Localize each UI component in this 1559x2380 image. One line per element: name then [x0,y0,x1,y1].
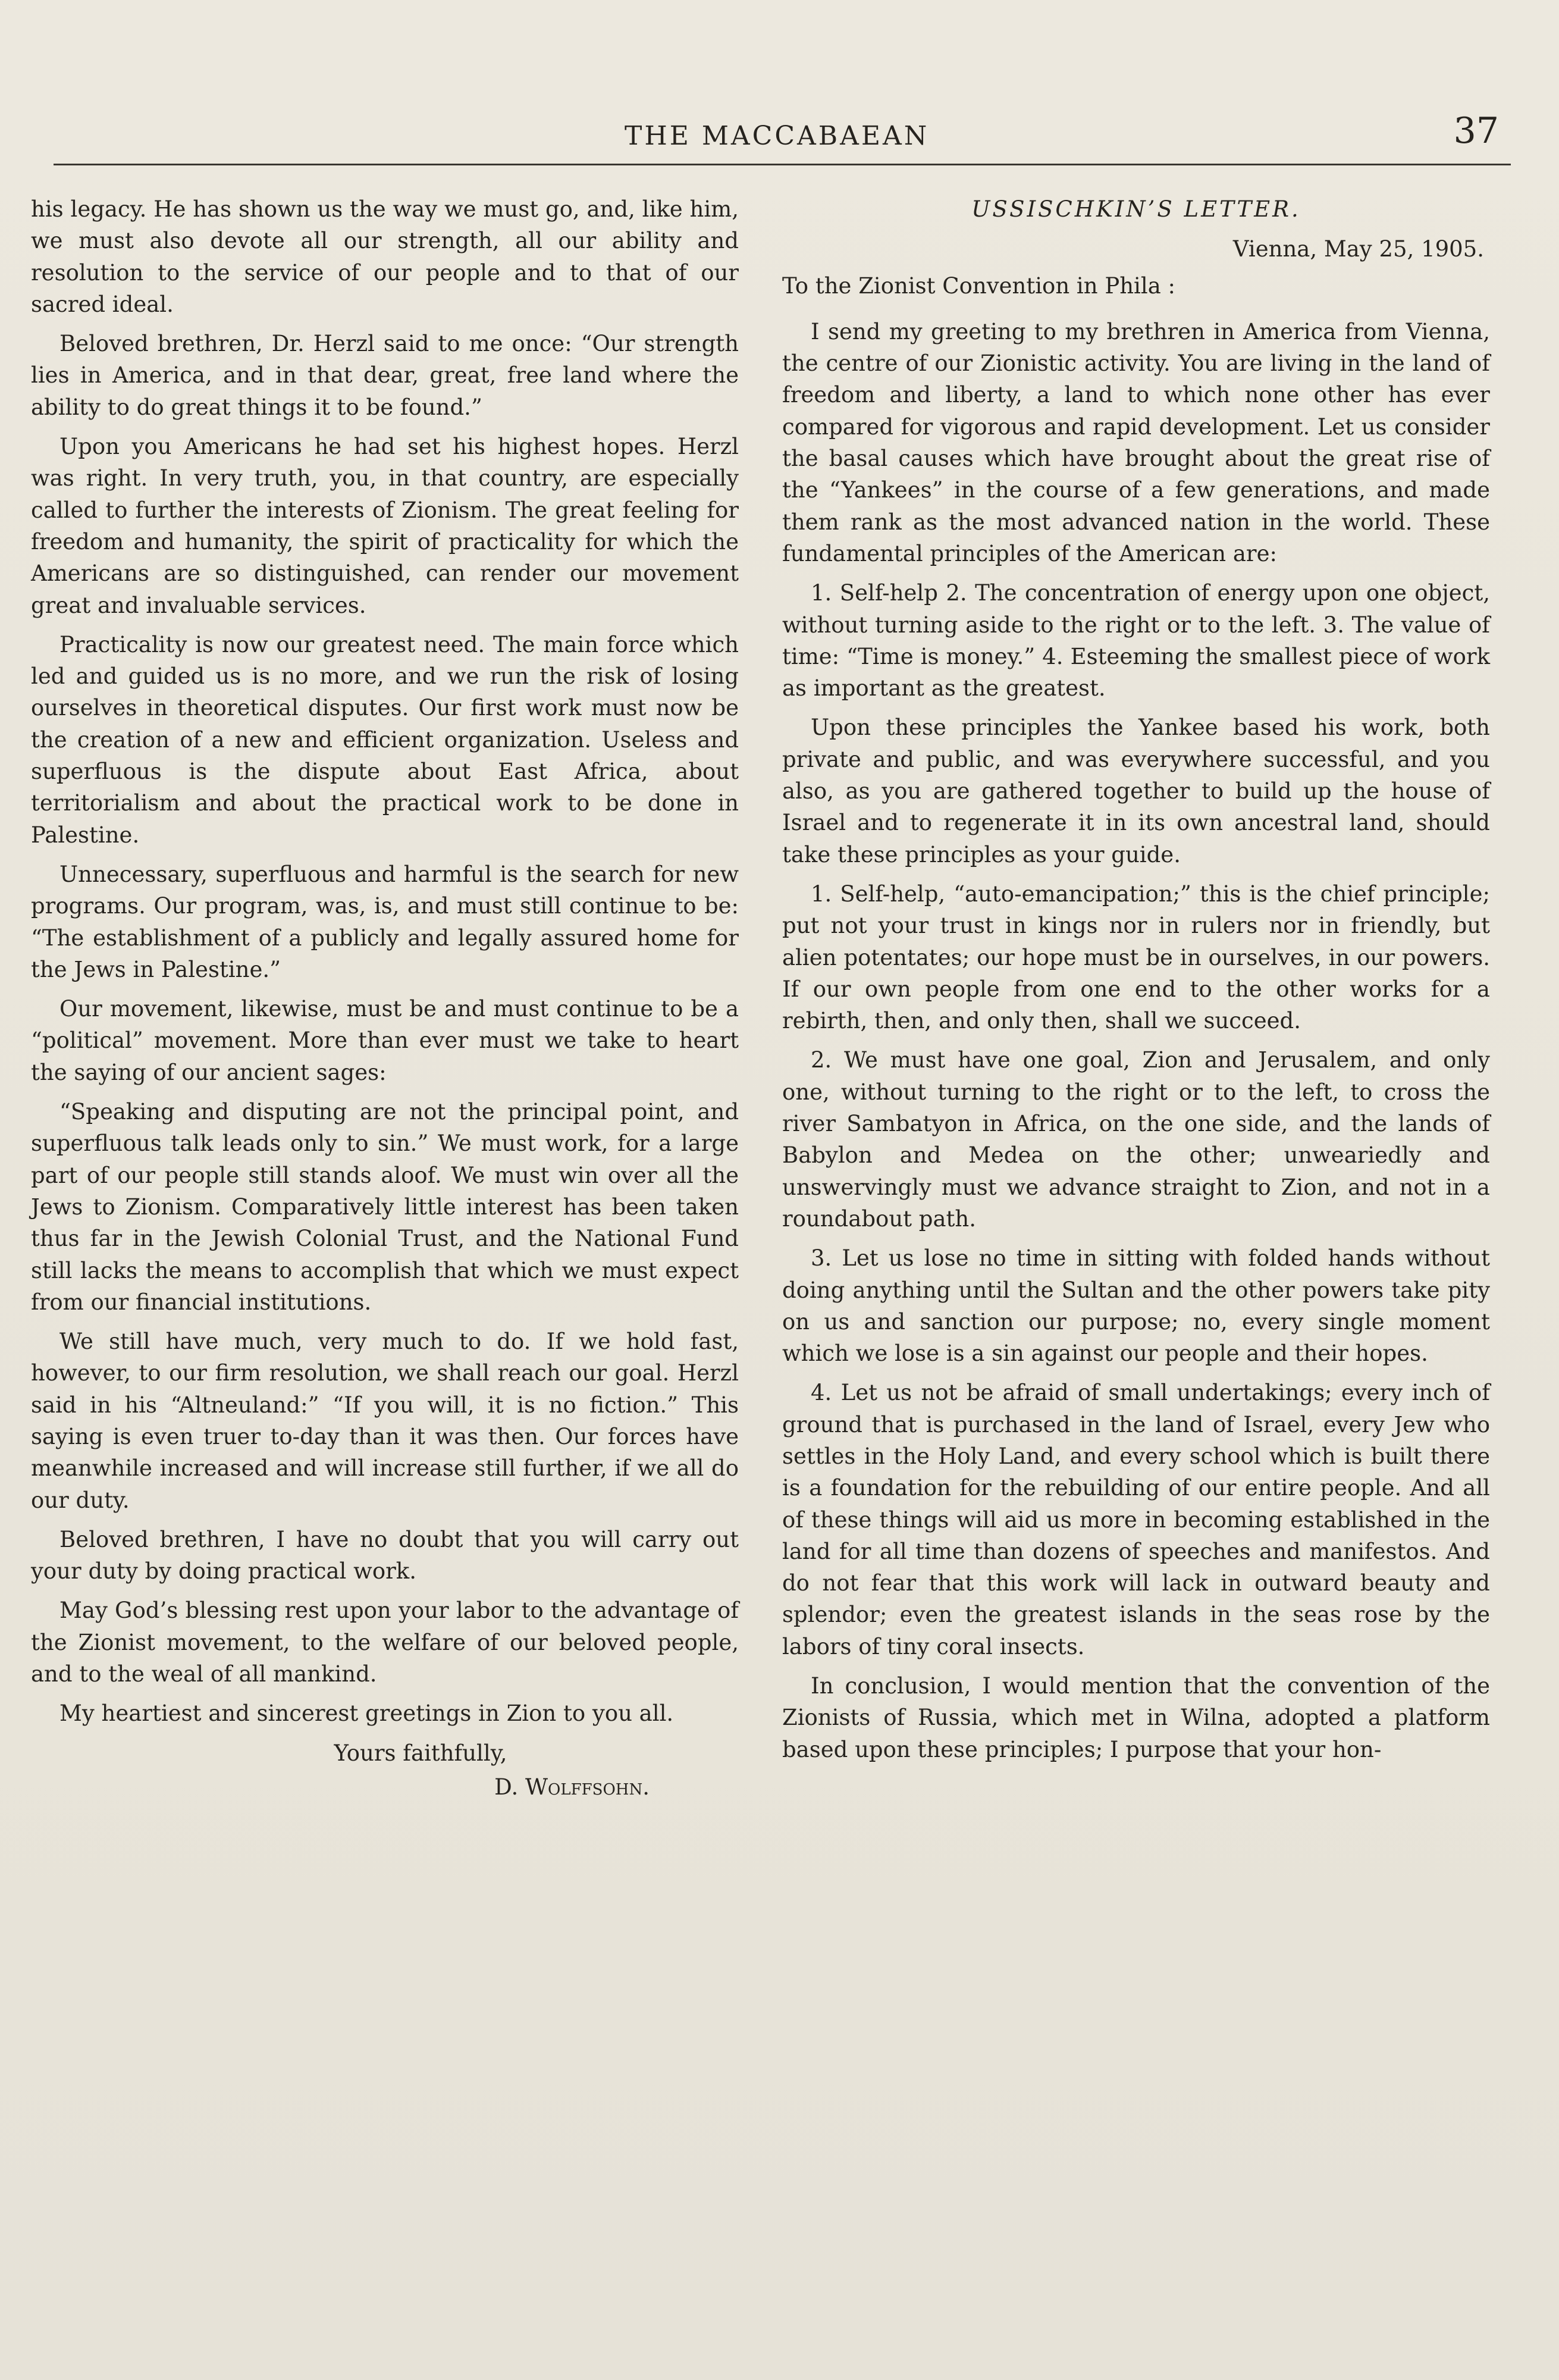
paragraph: 1. Self-help 2. The concentration of energy upon one object, without turning aside to the right or to the left. 3. The value of time: “Time is money.” 4. Esteeming the smallest piece of work as important as the greatest. [782,580,1490,702]
paragraph: 3. Let us lose no time in sitting with folded hands without doing anything until the Sultan and the other powers take pity on us and sanction our purpose; no, every single moment which we lose is a sin against our people and their hopes. [782,1245,1490,1367]
paragraph: 2. We must have one goal, Zion and Jerusalem, and only one, without turning to the right or to the left, to cross the river Sambatyon in Africa, on the one side, and the lands of Babylon and Medea on the other; unweariedly and unswervingly must we advance straight to Zion, and not in a roundabout path. [782,1047,1490,1232]
paragraph: Upon you Americans he had set his highest hopes. Herzl was right. In very truth, you, in that country, are especially called to further the interests of Zionism. The great feeling for freedom and humanity, the spirit of practicality for which the Americans are so distinguished, can render our movement great and invaluable services. [31,434,739,618]
paragraph: Upon these principles the Yankee based his work, both private and public, and was everywhere successful, and you also, as you are gathered together to build up the house of Israel and to regenerate it in its own ancestral land, should take these principles as your guide. [782,715,1490,868]
dateline: Vienna, May 25, 1905. [1232,236,1484,262]
paragraph: My heartiest and sincerest greetings in Zion to you all. [59,1701,674,1727]
paragraph: Unnecessary, superfluous and harmful is the search for new programs. Our program, was, is, and must still continue to be: “The establishment of a publicly and legally assured home for the Jews in Palestine.” [31,861,739,982]
salutation: To the Zionist Convention in Phila : [782,273,1176,299]
paragraph: Practicality is now our greatest need. The main force which led and guided us is no more, and we run the risk of losing ourselves in theoretical disputes. Our first work must now be the creation of a new and efficient organization. Useless and superfluous is the dispute about East Africa, about territorialism and about the practical work to be done in Palestine. [31,631,739,848]
left-column [31,193,739,1803]
paragraph: In conclusion, I would mention that the convention of the Zionists of Russia, which met in Wilna, adopted a platform based upon these principles; I purpose that your hon- [782,1673,1490,1762]
running-title: THE MACCABAEAN [625,121,930,151]
paragraph: his legacy. He has shown us the way we must go, and, like him, we must also devote all our strength, all our ability and resolution to the service of our people and to that of our sacred ideal. [31,196,739,317]
right-column [782,193,1490,1773]
header-rule [54,164,1511,165]
page-header [54,110,1511,164]
paragraph: I send my greeting to my brethren in America from Vienna, the centre of our Zionistic activity. You are living in the land of freedom and liberty, a land to which none other has ever compared for vigorous and rapid development. Let us consider the basal causes which have brought about the great rise of the “Yankees” in the course of a few generations, and made them rank as the most advanced nation in the world. These fundamental principles of the American are: [782,318,1490,566]
paragraph: Beloved brethren, I have no doubt that you will carry out your duty by doing practical work. [31,1526,739,1584]
paragraph: “Speaking and disputing are not the principal point, and superfluous talk leads only to sin.” We must work, for a large part of our people still stands aloof. We must win over all the Jews to Zionism. Comparatively little interest has been taken thus far in the Jewish Colonial Trust, and the National Fund still lacks the means to accomplish that which we must expect from our financial institutions. [31,1099,739,1315]
paragraph: May God’s blessing rest upon your labor to the advantage of the Zionist movement, to the welfare of our beloved people, and to the weal of all mankind. [31,1598,739,1687]
paragraph: 4. Let us not be afraid of small undertakings; every inch of ground that is purchased in the land of Israel, every Jew who settles in the Holy Land, and every school which is built there is a foundation for the rebuilding of our entire people. And all of these things will aid us more in becoming established in the land for all time than dozens of speeches and manifestos. And do not fear that this work will lack in outward beauty and splendor; even the greatest islands in the seas rose by the labors of tiny coral insects. [782,1380,1490,1659]
page-number: 37 [1453,110,1499,152]
signature: D. Wolffsohn. [494,1774,650,1800]
letter-title: USSISCHKIN’S LETTER. [971,196,1301,222]
paragraph: Beloved brethren, Dr. Herzl said to me once: “Our strength lies in America, and in that dear, great, free land where the ability to do great things it to be found.” [31,331,739,420]
paragraph: We still have much, very much to do. If we hold fast, however, to our firm resolution, we shall reach our goal. Herzl said in his “Altneuland:” “If you will, it is no fiction.” This saying is even truer to-day than it was then. Our forces have meanwhile increased and will increase still further, if we all do our duty. [31,1329,739,1513]
letter-closing: Yours faithfully, [334,1740,507,1766]
paragraph: 1. Self-help, “auto-emancipation;” this is the chief principle; put not your trust in kings nor in rulers nor in friendly, but alien potentates; our hope must be in ourselves, in our powers. If our own people from one end to the other works for a rebirth, then, and only then, shall we succeed. [782,881,1490,1034]
paragraph: Our movement, likewise, must be and must continue to be a “political” movement. More than ever must we take to heart the saying of our ancient sages: [31,996,739,1085]
